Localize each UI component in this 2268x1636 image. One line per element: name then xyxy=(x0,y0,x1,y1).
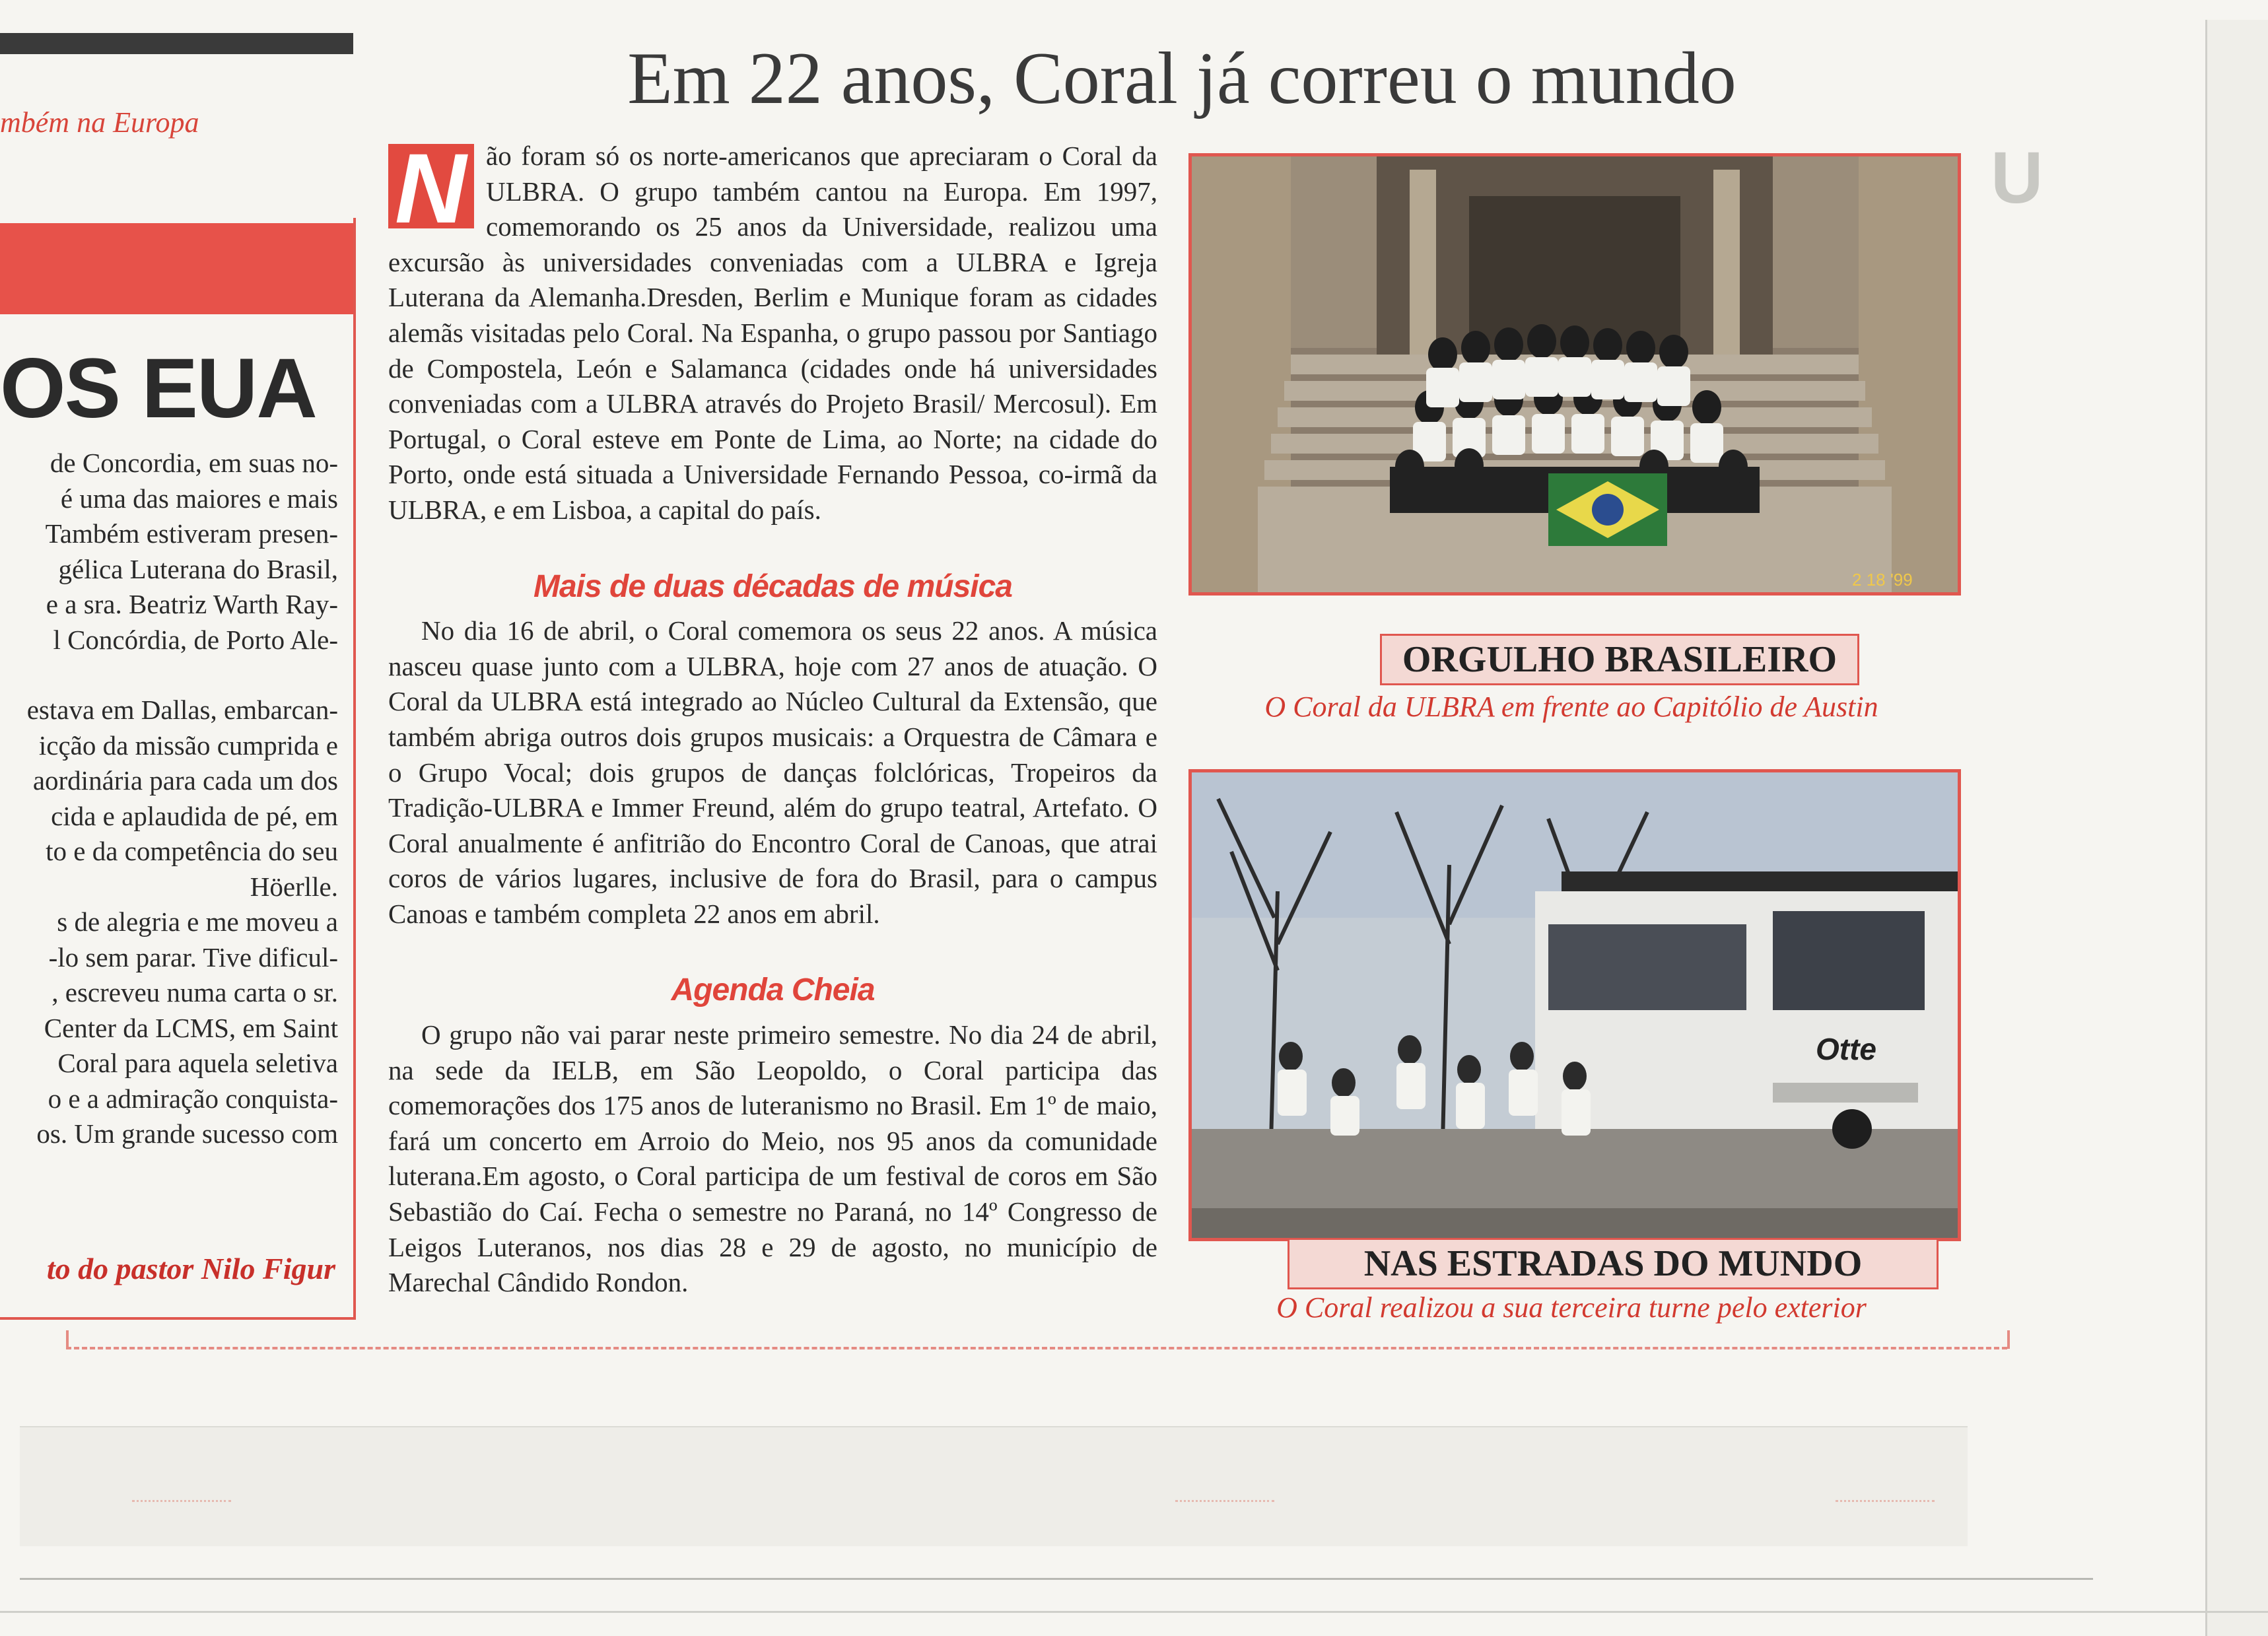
subhead-decades: Mais de duas décadas de música xyxy=(533,568,1012,604)
previous-article-line: Também estiveram presen- xyxy=(45,518,338,549)
previous-article-line: -lo sem parar. Tive dificul- xyxy=(48,941,338,972)
paragraph-3: O grupo não vai parar neste primeiro semestre. No dia 24 de abril, na sede da IELB, em São Leopoldo, o Coral participa das comemorações dos 175 anos de luteranismo no Brasil. Em 1º de maio, fará um concerto em Arroio do Meio, nos 95 anos da comunidade luterana.Em agosto, o Coral participa de um festival de coros em São Sebastião do Caí. Fecha o semestre no Paraná, no 14º Congresso de Leigos Luteranos, nos dias 28 e 29 de agosto, no município de Marechal Cândido Rondon. xyxy=(388,1019,1157,1298)
previous-article-kicker: mbém na Europa xyxy=(0,106,199,139)
previous-article-line: os. Um grande sucesso com xyxy=(36,1118,338,1149)
previous-article-line: de Concordia, em suas no- xyxy=(50,448,338,478)
adjacent-page-bleed: U xyxy=(1991,137,2044,219)
bus-logo-text: Otte xyxy=(1816,1032,1876,1066)
previous-article-line: s de alegria e me moveu a xyxy=(57,906,338,937)
previous-article-line: estava em Dallas, embarcan- xyxy=(26,695,338,725)
previous-article-line: , escreveu numa carta o sr. xyxy=(52,977,338,1007)
previous-article-line: gélica Luterana do Brasil, xyxy=(58,553,338,584)
red-banner xyxy=(0,223,353,314)
previous-article-line: cida e aplaudida de pé, em xyxy=(51,800,338,831)
previous-article-line: l Concórdia, de Porto Ale- xyxy=(53,624,338,655)
previous-article-line xyxy=(0,658,338,693)
drop-cap: N xyxy=(388,144,474,228)
subhead-agenda: Agenda Cheia xyxy=(671,972,875,1008)
previous-article-line: é uma das maiores e mais xyxy=(60,483,338,514)
dashed-rule-end-right xyxy=(2007,1330,2010,1349)
previous-article-byline: to do pastor Nilo Figur xyxy=(46,1252,335,1285)
previous-article xyxy=(0,0,357,1320)
previous-article-text xyxy=(0,446,338,1152)
previous-article-line: o e a admiração conquista- xyxy=(48,1083,338,1114)
article-body xyxy=(388,133,1157,1301)
dashed-rule xyxy=(66,1347,2007,1349)
photo-1-caption: O Coral da ULBRA em frente ao Capitólio de Austin xyxy=(1264,691,1878,723)
top-bar xyxy=(0,33,353,54)
bottom-rule xyxy=(20,1578,2093,1580)
previous-article-line: aordinária para cada um dos xyxy=(32,765,338,796)
article-headline: Em 22 anos, Coral já correu o mundo xyxy=(627,38,1736,119)
previous-article-line: e a sra. Beatriz Warth Ray- xyxy=(46,589,338,619)
previous-article-line: to e da competência do seu xyxy=(46,836,338,866)
dashed-rule-end-left xyxy=(66,1330,69,1349)
bottom-rule-2 xyxy=(0,1611,2268,1613)
previous-article-line: Höerlle. xyxy=(250,871,338,902)
paragraph-2: No dia 16 de abril, o Coral comemora os seus 22 anos. A música nasceu quase junto com a ULBRA, hoje com 27 anos de atuação. O Coral da ULBRA está integrado ao Núcleo Cultural da Extensão, que também abriga outros dois grupos musicais: a Orquestra de Câmara e o Grupo Vocal; dois grupos de danças folclóricas, Tropeiros da Tradição-ULBRA e Immer Freund, além do grupo teatral, Artefato. O Coral anualmente é anfitrião do Encontro Coral de Canoas, que atrai coros de vários lugares, inclusive de fora do Brasil, para o campus Canoas e também completa 22 anos em abril. xyxy=(388,615,1157,929)
photo-date-stamp: 2 18 '99 xyxy=(1852,570,1913,590)
paper-edge xyxy=(2205,20,2268,1636)
bottom-page-strip xyxy=(20,1426,1968,1546)
previous-article-line: Coral para aquela seletiva xyxy=(57,1048,338,1078)
photo-1-title: ORGULHO BRASILEIRO xyxy=(1380,634,1859,685)
choir-bus-photo xyxy=(1188,769,1961,1241)
previous-article-line: Center da LCMS, em Saint xyxy=(44,1012,338,1043)
paragraph-1: ão foram só os norte-americanos que apreciaram o Coral da ULBRA. O grupo também cantou na Europa. Em 1997, comemorando os 25 anos da Universidade, realizou uma excursão às universidades conveniadas com a ULBRA e Igreja Luterana da Alemanha.Dresden, Berlim e Munique foram as cidades alemãs visitadas pelo Coral. Na Espanha, o grupo passou por Santiago de Compostela, León e Salamanca (cidades onde há universidades conveniadas com a ULBRA através do Projeto Brasil/ Mercosul). Em Portugal, o Coral esteve em Ponte de Lima, ao Norte; na cidade do Porto, onde está situada a Universidade Fernando Pessoa, co-irmã da ULBRA, e em Lisboa, a capital do país. xyxy=(388,141,1157,525)
previous-article-headline: OS EUA xyxy=(0,341,316,436)
previous-article-line: icção da missão cumprida e xyxy=(38,730,338,761)
photo-2-caption: O Coral realizou a sua terceira turne pelo exterior xyxy=(1276,1291,1867,1324)
photo-2-title: NAS ESTRADAS DO MUNDO xyxy=(1288,1238,1939,1289)
choir-capitol-photo xyxy=(1188,153,1961,596)
